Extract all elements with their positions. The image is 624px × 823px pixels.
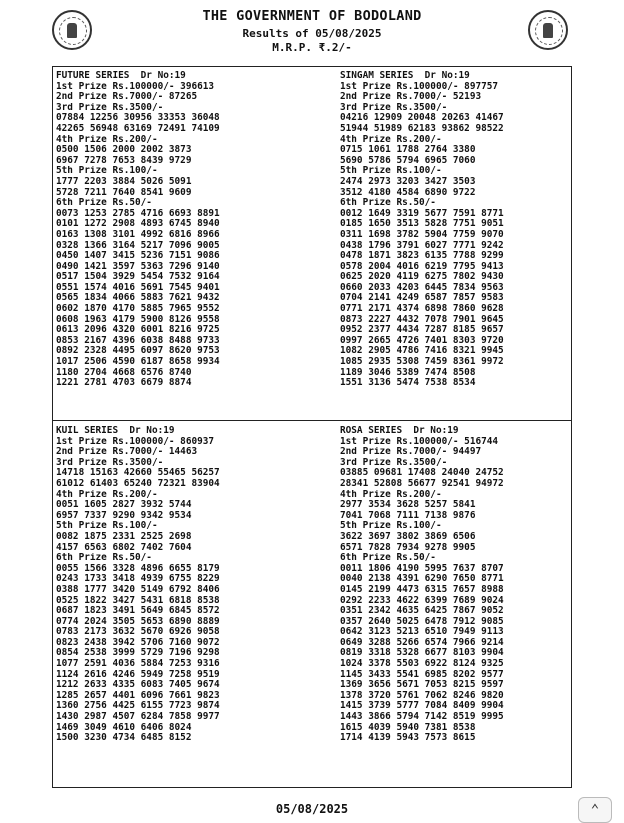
kuil-result-line: 1430 2987 4507 6284 7858 9977 [56,712,220,723]
singam-result-line: 0715 1061 1788 2764 3380 [340,145,476,156]
future-result-line: 0613 2096 4320 6001 8216 9725 [56,325,220,336]
results-date-heading: Results of 05/08/2025 [242,27,382,40]
future-result-line: 0892 2328 4495 6097 8620 9753 [56,346,220,357]
rosa-result-line: 1415 3739 5777 7084 8409 9904 [340,701,504,712]
rosa-result-line: 0642 3123 5213 6510 7949 9113 [340,627,504,638]
rosa-result-line: 3rd Prize Rs.3500/- [340,457,448,468]
kuil-result-line: 4th Prize Rs.200/- [56,489,158,500]
kuil-result-line: 1212 2633 4335 6083 7405 9674 [56,680,220,691]
future-result-line: 0490 1421 3597 5363 7296 9140 [56,261,220,272]
rosa-result-line: 7041 7068 7111 7138 9876 [340,510,476,521]
future-result-line: 0517 1504 3929 5454 7532 9164 [56,272,220,283]
future-result-line: 0602 1870 4170 5885 7965 9552 [56,304,220,315]
singam-result-line: 0997 2665 4726 7401 8303 9720 [340,335,504,346]
rosa-result-line: 6571 7828 7934 9278 9905 [340,542,476,553]
rosa-result-line: 0145 2199 4473 6315 7657 8988 [340,584,504,595]
future-result-line: 6967 7278 7653 8439 9729 [56,155,192,166]
kuil-series-panel [56,426,314,744]
rosa-result-line: 6th Prize Rs.50/- [340,553,436,564]
kuil-result-line: 61012 61403 65240 72321 83904 [56,478,220,489]
singam-result-line: 04216 12909 20048 20263 41467 [340,113,504,124]
rosa-result-line: 5th Prize Rs.100/- [340,521,442,532]
future-result-line: 1221 2781 4703 6679 8874 [56,378,192,389]
kuil-result-line: 1077 2591 4036 5884 7253 9316 [56,659,220,670]
kuil-result-line: 0525 1822 3427 5431 6818 8538 [56,595,220,606]
kuil-result-line: 0687 1823 3491 5649 6845 8572 [56,606,220,617]
kuil-result-line: 0243 1733 3418 4939 6755 8229 [56,574,220,585]
singam-result-line: 0873 2227 4432 7078 7901 9645 [340,314,504,325]
singam-result-line: 0578 2004 4016 6219 7795 9413 [340,261,504,272]
singam-result-line: SINGAM SERIES Dr No:19 [340,71,470,81]
kuil-result-line: 1469 3049 4610 6406 8024 [56,722,192,733]
future-result-line: 0101 1272 2908 4893 6745 8940 [56,219,220,230]
future-result-line: 42265 56948 63169 72491 74109 [56,123,220,134]
rosa-result-line: 0649 3288 5266 6574 7966 9214 [340,637,504,648]
kuil-result-line: 6957 7337 9290 9342 9534 [56,510,192,521]
future-result-line: 0073 1253 2785 4716 6693 8891 [56,208,220,219]
rosa-result-line: 2nd Prize Rs.7000/- 94497 [340,447,482,458]
singam-result-line: 0311 1698 3782 5904 7759 9070 [340,229,504,240]
singam-result-line: 0771 2171 4374 6898 7860 9628 [340,304,504,315]
singam-result-line: 3512 4180 4584 6890 9722 [340,187,476,198]
kuil-result-line: 3rd Prize Rs.3500/- [56,457,164,468]
singam-result-line: 51944 51989 62183 93862 98522 [340,123,504,134]
future-result-line: 1777 2203 3884 5026 5091 [56,176,192,187]
rosa-result-line: ROSA SERIES Dr No:19 [340,426,459,436]
rosa-result-line: 28341 52808 56677 92541 94972 [340,478,504,489]
kuil-result-line: 0823 2438 3942 5706 7160 9072 [56,637,220,648]
future-result-line: 0608 1963 4179 5900 8126 9558 [56,314,220,325]
kuil-result-line: 0774 2024 3505 5653 6890 8889 [56,616,220,627]
future-result-line: 1st Prize Rs.100000/- 396613 [56,81,215,92]
future-result-line: 0500 1506 2000 2002 3873 [56,145,192,156]
kuil-result-line: 6th Prize Rs.50/- [56,553,152,564]
singam-result-line: 0704 2141 4249 6587 7857 9583 [340,293,504,304]
singam-result-line: 1st Prize Rs.100000/- 897757 [340,81,499,92]
kuil-result-line: 1st Prize Rs.100000/- 860937 [56,436,215,447]
kuil-result-line: 0783 2173 3632 5670 6926 9058 [56,627,220,638]
singam-result-line: 0952 2377 4434 7287 8185 9657 [340,325,504,336]
rosa-result-line: 1378 3720 5761 7062 8246 9820 [340,690,504,701]
page-title: THE GOVERNMENT OF BODOLAND [202,8,422,24]
singam-result-line: 5690 5786 5794 6965 7060 [340,155,476,166]
singam-result-line: 1082 2905 4786 7416 8321 9945 [340,346,504,357]
kuil-result-line: 1124 2616 4246 5949 7258 9519 [56,669,220,680]
singam-result-line: 6th Prize Rs.50/- [340,198,436,209]
future-result-line: 0565 1834 4066 5883 7621 9432 [56,293,220,304]
future-result-line: 5th Prize Rs.100/- [56,166,158,177]
chevron-up-icon: ⌃ [590,802,600,818]
kuil-result-line: 0051 1605 2827 3932 5744 [56,500,192,511]
scroll-to-top-button[interactable] [578,797,612,823]
rosa-result-line: 0292 2233 4622 6399 7689 9024 [340,595,504,606]
kuil-result-line: 2nd Prize Rs.7000/- 14463 [56,447,198,458]
future-result-line: 0163 1308 3101 4992 6816 8966 [56,229,220,240]
singam-result-line: 3rd Prize Rs.3500/- [340,102,448,113]
rosa-result-line: 2977 3534 3628 5257 5841 [340,500,476,511]
singam-result-line: 0625 2020 4119 6275 7802 9430 [340,272,504,283]
kuil-result-line: 5th Prize Rs.100/- [56,521,158,532]
kuil-result-line: 1360 2756 4425 6155 7723 9874 [56,701,220,712]
future-result-line: 5728 7211 7640 8541 9609 [56,187,192,198]
future-result-line: 3rd Prize Rs.3500/- [56,102,164,113]
rosa-result-line: 1443 3866 5794 7142 8519 9995 [340,712,504,723]
kuil-result-line: 0082 1875 2331 2525 2698 [56,531,192,542]
mrp-label: M.R.P. ₹.2/- [272,41,352,54]
footer-date: 05/08/2025 [275,802,349,816]
rosa-result-line: 0011 1806 4190 5995 7637 8707 [340,563,504,574]
future-result-line: 6th Prize Rs.50/- [56,198,152,209]
kuil-result-line: 14718 15163 42660 55465 56257 [56,468,220,479]
future-result-line: 1180 2704 4668 6576 8740 [56,367,192,378]
rosa-result-line: 0040 2138 4391 6290 7650 8771 [340,574,504,585]
kuil-result-line: 4157 6563 6802 7402 7604 [56,542,192,553]
kuil-result-line: 0388 1777 3420 5149 6792 8406 [56,584,220,595]
kuil-result-line: 0055 1566 3328 4896 6655 8179 [56,563,220,574]
singam-result-line: 0478 1871 3823 6135 7788 9299 [340,251,504,262]
rosa-result-line: 0351 2342 4635 6425 7867 9052 [340,606,504,617]
kuil-result-line: 0854 2538 3999 5729 7196 9298 [56,648,220,659]
future-series-panel [56,71,314,389]
future-result-line: 1017 2506 4590 6187 8658 9934 [56,357,220,368]
future-result-line: 0450 1407 3415 5236 7151 9086 [56,251,220,262]
future-result-line: FUTURE SERIES Dr No:19 [56,71,186,81]
singam-result-line: 4th Prize Rs.200/- [340,134,442,145]
rosa-result-line: 1145 3433 5541 6985 8202 9577 [340,669,504,680]
kuil-result-line: 1500 3230 4734 6485 8152 [56,733,192,744]
rosa-result-line: 4th Prize Rs.200/- [340,489,442,500]
future-result-line: 0853 2167 4396 6038 8488 9733 [56,335,220,346]
singam-result-line: 0185 1650 3513 5828 7751 9051 [340,219,504,230]
future-result-line: 4th Prize Rs.200/- [56,134,158,145]
results-divider [52,420,572,421]
future-result-line: 0551 1574 4016 5691 7545 9401 [56,282,220,293]
future-result-line: 0328 1366 3164 5217 7096 9005 [56,240,220,251]
singam-result-line: 1189 3046 5389 7474 8508 [340,367,476,378]
kuil-result-line: 1285 2657 4401 6096 7661 9823 [56,690,220,701]
singam-result-line: 1085 2935 5308 7459 8361 9972 [340,357,504,368]
rosa-result-line: 1615 4039 5940 7381 8538 [340,722,476,733]
rosa-result-line: 0357 2640 5025 6478 7912 9085 [340,616,504,627]
rosa-result-line: 0819 3318 5328 6677 8103 9904 [340,648,504,659]
future-result-line: 07884 12256 30956 33353 36048 [56,113,220,124]
singam-result-line: 1551 3136 5474 7538 8534 [340,378,476,389]
rosa-result-line: 1369 3656 5671 7053 8215 9597 [340,680,504,691]
future-result-line: 2nd Prize Rs.7000/- 87265 [56,92,198,103]
singam-result-line: 5th Prize Rs.100/- [340,166,442,177]
rosa-result-line: 1st Prize Rs.100000/- 516744 [340,436,499,447]
rosa-series-panel [340,426,598,744]
singam-result-line: 0012 1649 3319 5677 7591 8771 [340,208,504,219]
rosa-result-line: 03885 09681 17408 24040 24752 [340,468,504,479]
singam-result-line: 2nd Prize Rs.7000/- 52193 [340,92,482,103]
singam-result-line: 2474 2973 3203 3427 3503 [340,176,476,187]
singam-series-panel [340,71,598,389]
singam-result-line: 0660 2033 4203 6445 7834 9563 [340,282,504,293]
rosa-result-line: 1024 3378 5503 6922 8124 9325 [340,659,504,670]
rosa-result-line: 3622 3697 3802 3869 6506 [340,531,476,542]
rosa-result-line: 1714 4139 5943 7573 8615 [340,733,476,744]
kuil-result-line: KUIL SERIES Dr No:19 [56,426,175,436]
singam-result-line: 0438 1796 3791 6027 7771 9242 [340,240,504,251]
